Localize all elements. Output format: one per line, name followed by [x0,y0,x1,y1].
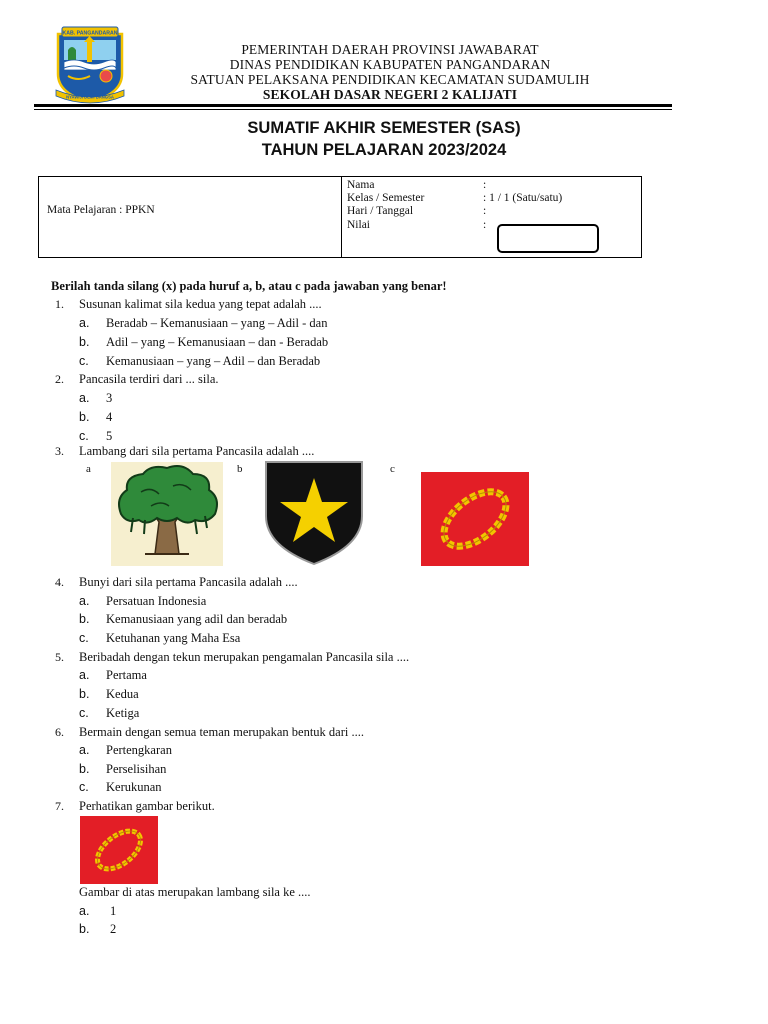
logo-caption-top: KAB. PANGANDARAN [62,30,118,37]
option-letter[interactable]: c. [79,706,89,720]
header-line-province: PEMERINTAH DAERAH PROVINSI JAWABARAT [241,42,539,57]
chain-icon [80,816,158,884]
option-text[interactable]: 2 [110,922,117,936]
question-text: Bermain dengan semua teman merupakan bentuk dari .... [79,725,364,739]
option-text[interactable]: Kemanusiaan yang adil dan beradab [106,612,288,626]
question-number: 4. [55,575,64,589]
option-text[interactable]: Adil – yang – Kemanusiaan – dan - Beradab [106,335,329,349]
question-text: Pancasila terdiri dari ... sila. [79,372,219,386]
option-text[interactable]: Kerukunan [106,780,162,794]
info-table-divider [341,177,342,257]
star-shield-icon[interactable] [262,460,366,566]
option-letter[interactable]: a. [79,316,90,330]
date-value: : [483,205,487,217]
option-text[interactable]: 5 [106,429,113,443]
option-letter[interactable]: c. [79,631,89,645]
name-value: : [483,179,487,191]
exam-title: SUMATIF AKHIR SEMESTER (SAS) [247,119,521,137]
option-letter[interactable]: b. [79,687,90,701]
option-text[interactable]: Kedua [106,687,139,701]
question-text: Bunyi dari sila pertama Pancasila adalah .... [79,575,298,589]
option-letter[interactable]: b. [79,410,90,424]
score-label: Nilai [347,219,370,231]
header-rule-thick [34,104,672,107]
header-line-office: DINAS PENDIDIKAN KABUPATEN PANGANDARAN [229,57,551,72]
instruction-text: Berilah tanda silang (x) pada huruf a, b, atau c pada jawaban yang benar! [51,279,447,293]
option-text[interactable]: 3 [106,391,113,405]
option-text[interactable]: 1 [110,904,117,918]
header-line-unit: SATUAN PELAKSANA PENDIDIKAN KECAMATAN SUDAMULIH [190,72,590,87]
option-text[interactable]: Perselisihan [106,762,167,776]
option-text[interactable]: Persatuan Indonesia [106,594,207,608]
date-label: Hari / Tanggal [347,205,414,217]
option-letter[interactable]: a. [79,743,90,757]
question-text: Beribadah dengan tekun merupakan pengamalan Pancasila sila .... [79,650,410,664]
option-text[interactable]: Beradab – Kemanusiaan – yang – Adil - dan [106,316,328,330]
question-number: 7. [55,799,64,813]
option-letter[interactable]: a. [79,904,90,918]
exam-year: TAHUN PELAJARAN 2023/2024 [261,141,507,159]
question-number: 5. [55,650,64,664]
option-text[interactable]: Pertama [106,668,147,682]
option-text[interactable]: Kemanusiaan – yang – Adil – dan Beradab [106,354,321,368]
student-info-table [38,176,642,258]
option-letter[interactable]: b. [79,612,90,626]
option-letter[interactable]: a. [79,391,90,405]
option-letter[interactable]: b. [79,922,90,936]
question-text: Susunan kalimat sila kedua yang tepat adalah .... [79,297,322,311]
option-text[interactable]: Ketiga [106,706,140,720]
question-text: Perhatikan gambar berikut. [79,799,215,813]
option-letter[interactable]: c. [79,354,89,368]
score-value: : [483,219,487,231]
chain-icon[interactable] [421,472,529,566]
image-option-label-a[interactable]: a [86,463,91,475]
option-letter[interactable]: c. [79,780,89,794]
score-box [497,224,599,253]
subject-label: Mata Pelajaran : PPKN [47,204,155,216]
header-line-school: SEKOLAH DASAR NEGERI 2 KALIJATI [262,87,518,102]
logo-motto: NYAWIJI DEMI BANGSA [66,94,114,100]
class-semester-label: Kelas / Semester [347,192,425,204]
question-number: 2. [55,372,64,386]
question-number: 1. [55,297,64,311]
image-option-label-b[interactable]: b [237,463,243,475]
question-number: 6. [55,725,64,739]
image-option-label-c[interactable]: c [390,463,395,475]
option-letter[interactable]: b. [79,335,90,349]
option-letter[interactable]: b. [79,762,90,776]
question-number: 3. [55,444,64,458]
question-text: Lambang dari sila pertama Pancasila adalah .... [79,444,315,458]
regency-logo-icon [54,24,126,104]
option-text[interactable]: 4 [106,410,113,424]
banyan-tree-icon[interactable] [111,462,223,566]
option-letter[interactable]: a. [79,594,90,608]
class-semester-value: : 1 / 1 (Satu/satu) [483,192,563,204]
option-letter[interactable]: a. [79,668,90,682]
name-label: Nama [347,179,375,191]
question-subtext: Gambar di atas merupakan lambang sila ke .... [79,885,311,899]
header-rule-thin [34,109,672,110]
option-text[interactable]: Ketuhanan yang Maha Esa [106,631,241,645]
option-text[interactable]: Pertengkaran [106,743,172,757]
option-letter[interactable]: c. [79,429,89,443]
